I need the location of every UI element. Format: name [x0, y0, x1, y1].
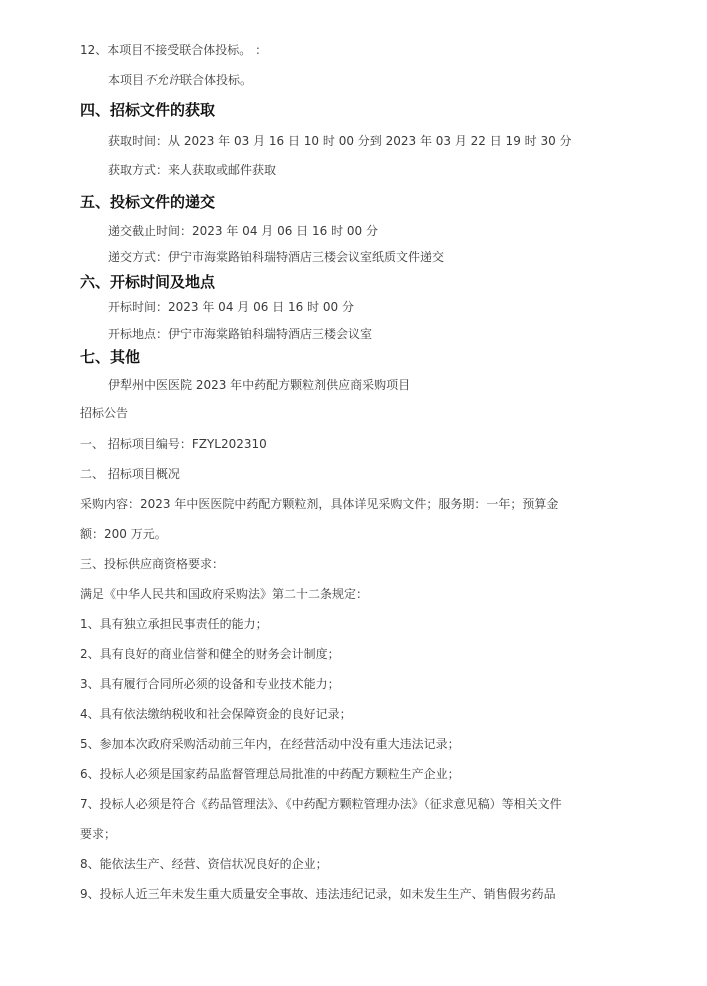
section-5-heading: 五、投标文件的递交 [80, 193, 216, 211]
item-12-detail [108, 72, 252, 88]
section-4-method-label: 获取方式： [108, 163, 169, 177]
section-5-method [108, 249, 444, 265]
requirement-item: 5、参加本次政府采购活动前三年内，在经营活动中没有重大违法记录； [80, 737, 460, 751]
section-6-place [108, 326, 372, 342]
section-5-deadline-label: 递交截止时间： [108, 224, 193, 238]
section-5-method-label: 递交方式： [108, 250, 169, 264]
section-6-time-label: 开标时间： [108, 300, 169, 314]
law-line: 满足《中华人民共和国政府采购法》第二十二条规定： [80, 587, 369, 601]
section-6-place-label: 开标地点： [108, 327, 169, 341]
item-12-emphasis: 不允许 [144, 73, 181, 87]
qualification-title: 三、投标供应商资格要求： [80, 557, 225, 571]
section-6-time-value: 2023 年 04 月 06 日 16 时 00 分 [168, 300, 354, 314]
section-5-method-value: 伊宁市海棠路铂科瑞特酒店三楼会议室纸质文件递交 [168, 250, 445, 264]
requirement-item: 3、具有履行合同所必须的设备和专业技术能力； [80, 677, 340, 691]
section-4-time [108, 133, 572, 149]
requirement-item: 2、具有良好的商业信誉和健全的财务会计制度； [80, 647, 340, 661]
section-7-heading: 七、其他 [80, 348, 141, 366]
item-12-line: 12、本项目不接受联合体投标。 ： [80, 43, 268, 57]
overview-title: 二、 招标项目概况 [80, 467, 180, 481]
requirement-item: 9、投标人近三年未发生重大质量安全事故、违法违纪记录，如未发生生产、销售假劣药品 [80, 887, 556, 901]
project-number: 一、 招标项目编号：FZYL202310 [80, 437, 267, 451]
item-12-suffix: 联合体投标。 [180, 73, 253, 87]
section-5-deadline [108, 223, 378, 239]
notice-title: 招标公告 [80, 406, 129, 420]
section-4-heading: 四、招标文件的获取 [80, 101, 216, 119]
content-line-2: 额：200 万元。 [80, 527, 167, 541]
section-4-method [108, 162, 276, 178]
requirement-item: 6、投标人必须是国家药品监督管理总局批准的中药配方颗粒生产企业； [80, 767, 460, 781]
requirement-item: 1、具有独立承担民事责任的能力； [80, 617, 268, 631]
section-6-heading: 六、开标时间及地点 [80, 273, 216, 291]
section-5-deadline-value: 2023 年 04 月 06 日 16 时 00 分 [192, 224, 378, 238]
item-12-prefix: 本项目 [108, 73, 145, 87]
section-4-time-label: 获取时间： [108, 134, 169, 148]
section-4-time-value: 从 2023 年 03 月 16 日 10 时 00 分到 2023 年 03 月 22 日 19 时 30 分 [168, 134, 572, 148]
requirement-item: 4、具有依法缴纳税收和社会保障资金的良好记录； [80, 707, 352, 721]
requirement-item: 要求； [80, 827, 117, 841]
project-title: 伊犁州中医医院 2023 年中药配方颗粒剂供应商采购项目 [108, 378, 411, 392]
section-6-place-value: 伊宁市海棠路铂科瑞特酒店三楼会议室 [168, 327, 373, 341]
requirement-item: 7、投标人必须是符合《药品管理法》、《中药配方颗粒管理办法》（征求意见稿）等相关文件 [80, 797, 562, 811]
section-4-method-value: 来人获取或邮件获取 [168, 163, 277, 177]
section-6-time [108, 299, 354, 315]
requirement-item: 8、能依法生产、经营、资信状况良好的企业； [80, 857, 328, 871]
content-line-1: 采购内容：2023 年中医医院中药配方颗粒剂，具体详见采购文件；服务期：一年；预算金 [80, 497, 559, 511]
